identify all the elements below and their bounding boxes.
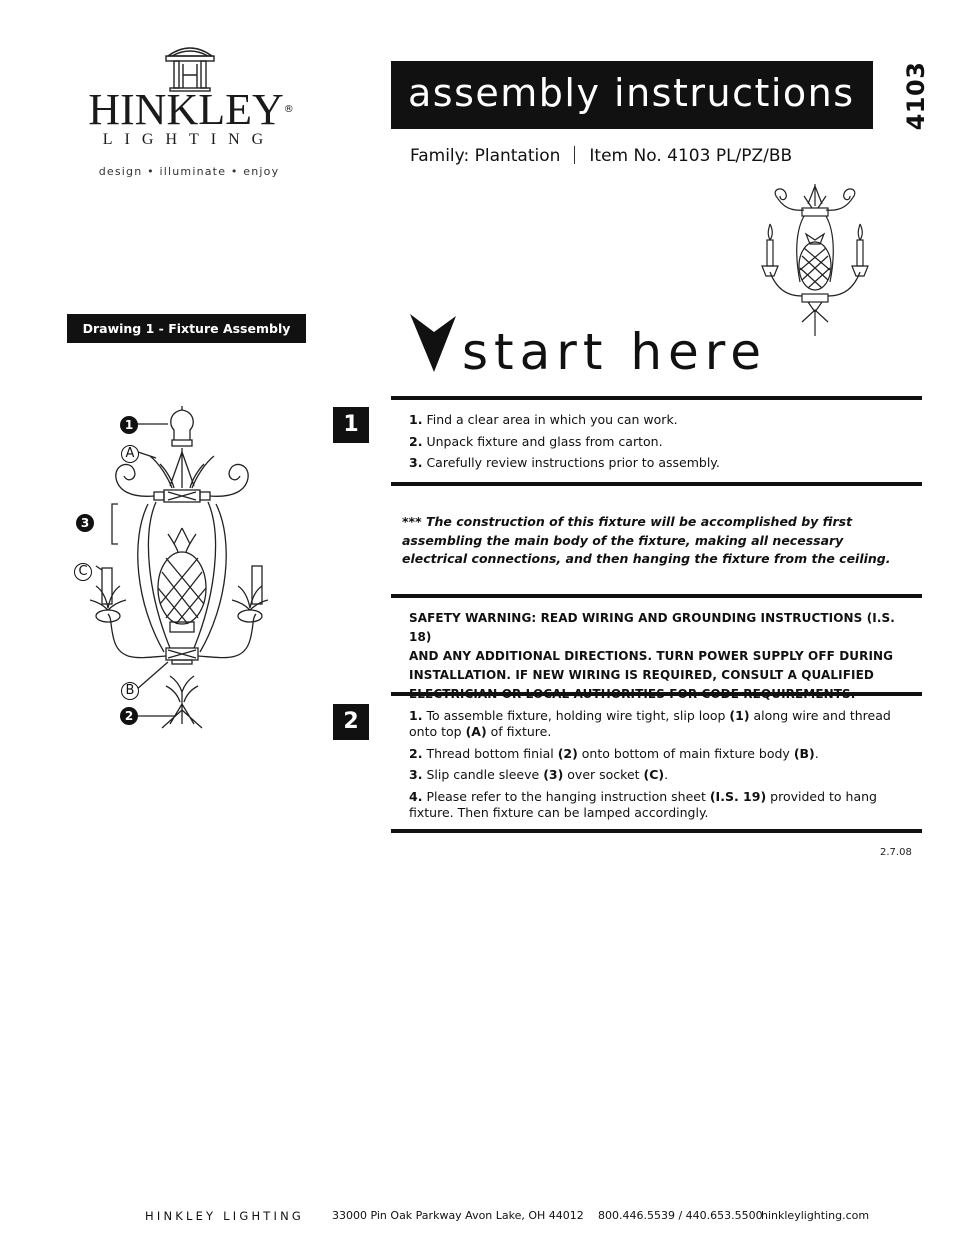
footer-brand: HINKLEY LIGHTING: [145, 1209, 305, 1223]
brand-name: HINKLEY®: [88, 85, 294, 134]
rule: [391, 829, 922, 833]
step-1-list: [409, 412, 919, 477]
family-line: [410, 146, 792, 166]
list-item: 2. Thread bottom finial (2) onto bottom of main fixture body (B).: [409, 745, 819, 761]
fixture-assembly-drawing: [90, 404, 290, 734]
item-no-text: Item No. 4103 PL/PZ/BB: [589, 146, 793, 166]
footer-address: 33000 Pin Oak Parkway Avon Lake, OH 44012: [332, 1209, 584, 1222]
list-item: 3. Carefully review instructions prior to assembly.: [409, 455, 720, 470]
callout-c: C: [74, 563, 92, 581]
page-title: assembly instructions: [408, 71, 855, 115]
list-item: 3. Slip candle sleeve (3) over socket (C).: [409, 767, 669, 782]
product-thumbnail: [756, 182, 874, 340]
construction-note: *** The construction of this fixture will be accomplished by first assembling the main body of the fixture, making all necessary electrical connections, and then hanging the fixture from the ceiling.: [402, 514, 891, 566]
start-arrow-icon: [410, 314, 458, 374]
callout-b: B: [121, 682, 139, 700]
family-text: Family: Plantation: [410, 146, 561, 166]
date-code: 2.7.08: [880, 847, 912, 858]
rule: [391, 482, 922, 486]
list-item: 1. Find a clear area in which you can work.: [409, 412, 678, 427]
brand-tagline: design • illuminate • enjoy: [98, 165, 280, 178]
step-number-2: 2: [333, 704, 369, 740]
rule: [391, 396, 922, 400]
start-here-heading: start here: [462, 323, 768, 381]
footer-website: hinkleylighting.com: [761, 1209, 870, 1222]
callout-2: 2: [120, 707, 138, 725]
callout-3: 3: [76, 514, 94, 532]
list-item: 2. Unpack fixture and glass from carton.: [409, 433, 663, 449]
item-number-vertical: 4103: [902, 61, 930, 131]
list-item: 4. Please refer to the hanging instruction sheet (I.S. 19) provided to hang fixture. Then fixture can be lamped accordingly.: [409, 788, 877, 820]
brand-sub: LIGHTING: [102, 131, 276, 148]
step-2-list: [409, 708, 919, 826]
callout-1: 1: [120, 416, 138, 434]
drawing-label: Drawing 1 - Fixture Assembly: [67, 314, 306, 343]
callout-a: A: [121, 445, 139, 463]
divider: [574, 146, 575, 164]
footer-phone: 800.446.5539 / 440.653.5500: [598, 1209, 763, 1222]
step-number-1: 1: [333, 407, 369, 443]
rule: [391, 594, 922, 598]
safety-warning: SAFETY WARNING: READ WIRING AND GROUNDING INSTRUCTIONS (I.S. 18) AND ANY ADDITIONAL DIRECTIONS. TURN POWER SUPPLY OFF DURING INSTALLATION. IF NEW WIRING IS REQUIRED, CONSULT A QUALIFIED ELECTRICIAN OR LOCAL AUTHORITIES FOR CODE REQUIREMENTS.: [409, 611, 895, 701]
list-item: 1. To assemble fixture, holding wire tight, slip loop (1) along wire and thread onto top (A) of fixture.: [409, 708, 891, 739]
